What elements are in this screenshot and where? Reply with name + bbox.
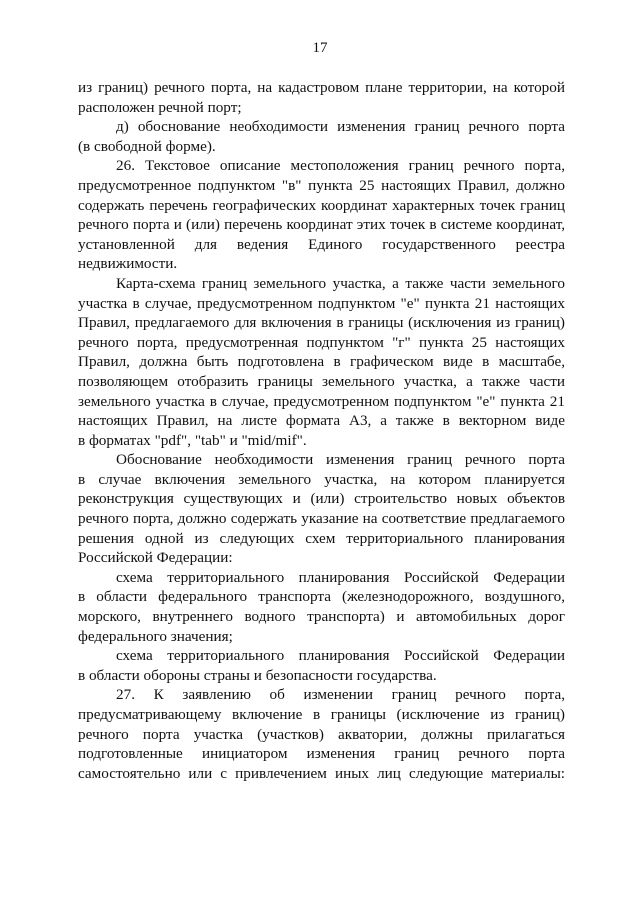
text-line: в области обороны страны и безопасности государства. <box>78 666 437 684</box>
text-line: Карта-схема границ земельного участка, а также части земельного <box>116 274 565 292</box>
text-line: речного порта участка (участков) акватории, должны прилагаться <box>78 725 565 743</box>
text-line: расположен речной порт; <box>78 98 242 116</box>
text-line: морского, внутреннего водного транспорта) и автомобильных дорог <box>78 608 565 626</box>
text-line: установленной для ведения Единого государственного реестра <box>78 235 565 253</box>
text-line: Обоснование необходимости изменения границ речного порта <box>116 451 565 469</box>
text-line: в форматах "pdf", "tab" и "mid/mif". <box>78 431 307 449</box>
page-number: 17 <box>312 40 328 56</box>
text-line: речного порта, предусмотренная подпунктом "г" пункта 25 настоящих <box>78 333 565 351</box>
body-text <box>78 78 565 783</box>
text-line: схема территориального планирования Российской Федерации <box>116 647 565 665</box>
text-line: предусматривающему включение в границы (исключение из границ) <box>78 706 565 723</box>
text-line: 27. К заявлению об изменении границ речного порта, <box>116 686 565 704</box>
text-line: содержать перечень географических координат характерных точек границ <box>78 196 565 214</box>
text-line: речного порта и (или) перечень координат этих точек в системе координат, <box>78 216 565 234</box>
text-line: в области федерального транспорта (железнодорожного, воздушного, <box>78 588 565 606</box>
text-line: самостоятельно или с привлечением иных лиц следующие материалы: <box>78 764 565 782</box>
text-line: 26. Текстовое описание местоположения границ речного порта, <box>116 157 565 175</box>
text-line: Правил, должна быть подготовлена в графическом виде в масштабе, <box>78 353 565 371</box>
text-line: реконструкция существующих и (или) строительство новых объектов <box>78 490 565 508</box>
text-line: д) обоснование необходимости изменения границ речного порта <box>116 118 565 136</box>
text-line: из границ) речного порта, на кадастровом плане территории, на которой <box>78 79 565 96</box>
text-line: Российской Федерации: <box>78 549 233 567</box>
text-line: Правил, предлагаемого для включения в границы (исключения из границ) <box>78 314 565 332</box>
text-line: в случае включения земельного участка, на котором планируется <box>78 470 565 488</box>
text-line: подготовленные инициатором изменения границ речного порта <box>78 745 565 763</box>
text-line: решения одной из следующих схем территориального планирования <box>78 529 565 547</box>
text-line: земельного участка в случае, предусмотренном подпунктом "е" пункта 21 <box>78 392 565 410</box>
text-line: настоящих Правил, на листе формата А3, а также в векторном виде <box>78 412 565 430</box>
text-line: федерального значения; <box>78 627 233 645</box>
text-line: позволяющем отобразить границы земельного участка, а также части <box>78 372 565 390</box>
text-line: участка в случае, предусмотренном подпунктом "е" пункта 21 настоящих <box>78 294 565 312</box>
text-line: схема территориального планирования Российской Федерации <box>116 568 565 586</box>
text-line: (в свободной форме). <box>78 137 216 155</box>
text-line: недвижимости. <box>78 255 178 273</box>
text-line: речного порта, должно содержать указание на соответствие предлагаемого <box>78 510 565 528</box>
text-line: предусмотренное подпунктом "в" пункта 25 настоящих Правил, должно <box>78 176 565 194</box>
